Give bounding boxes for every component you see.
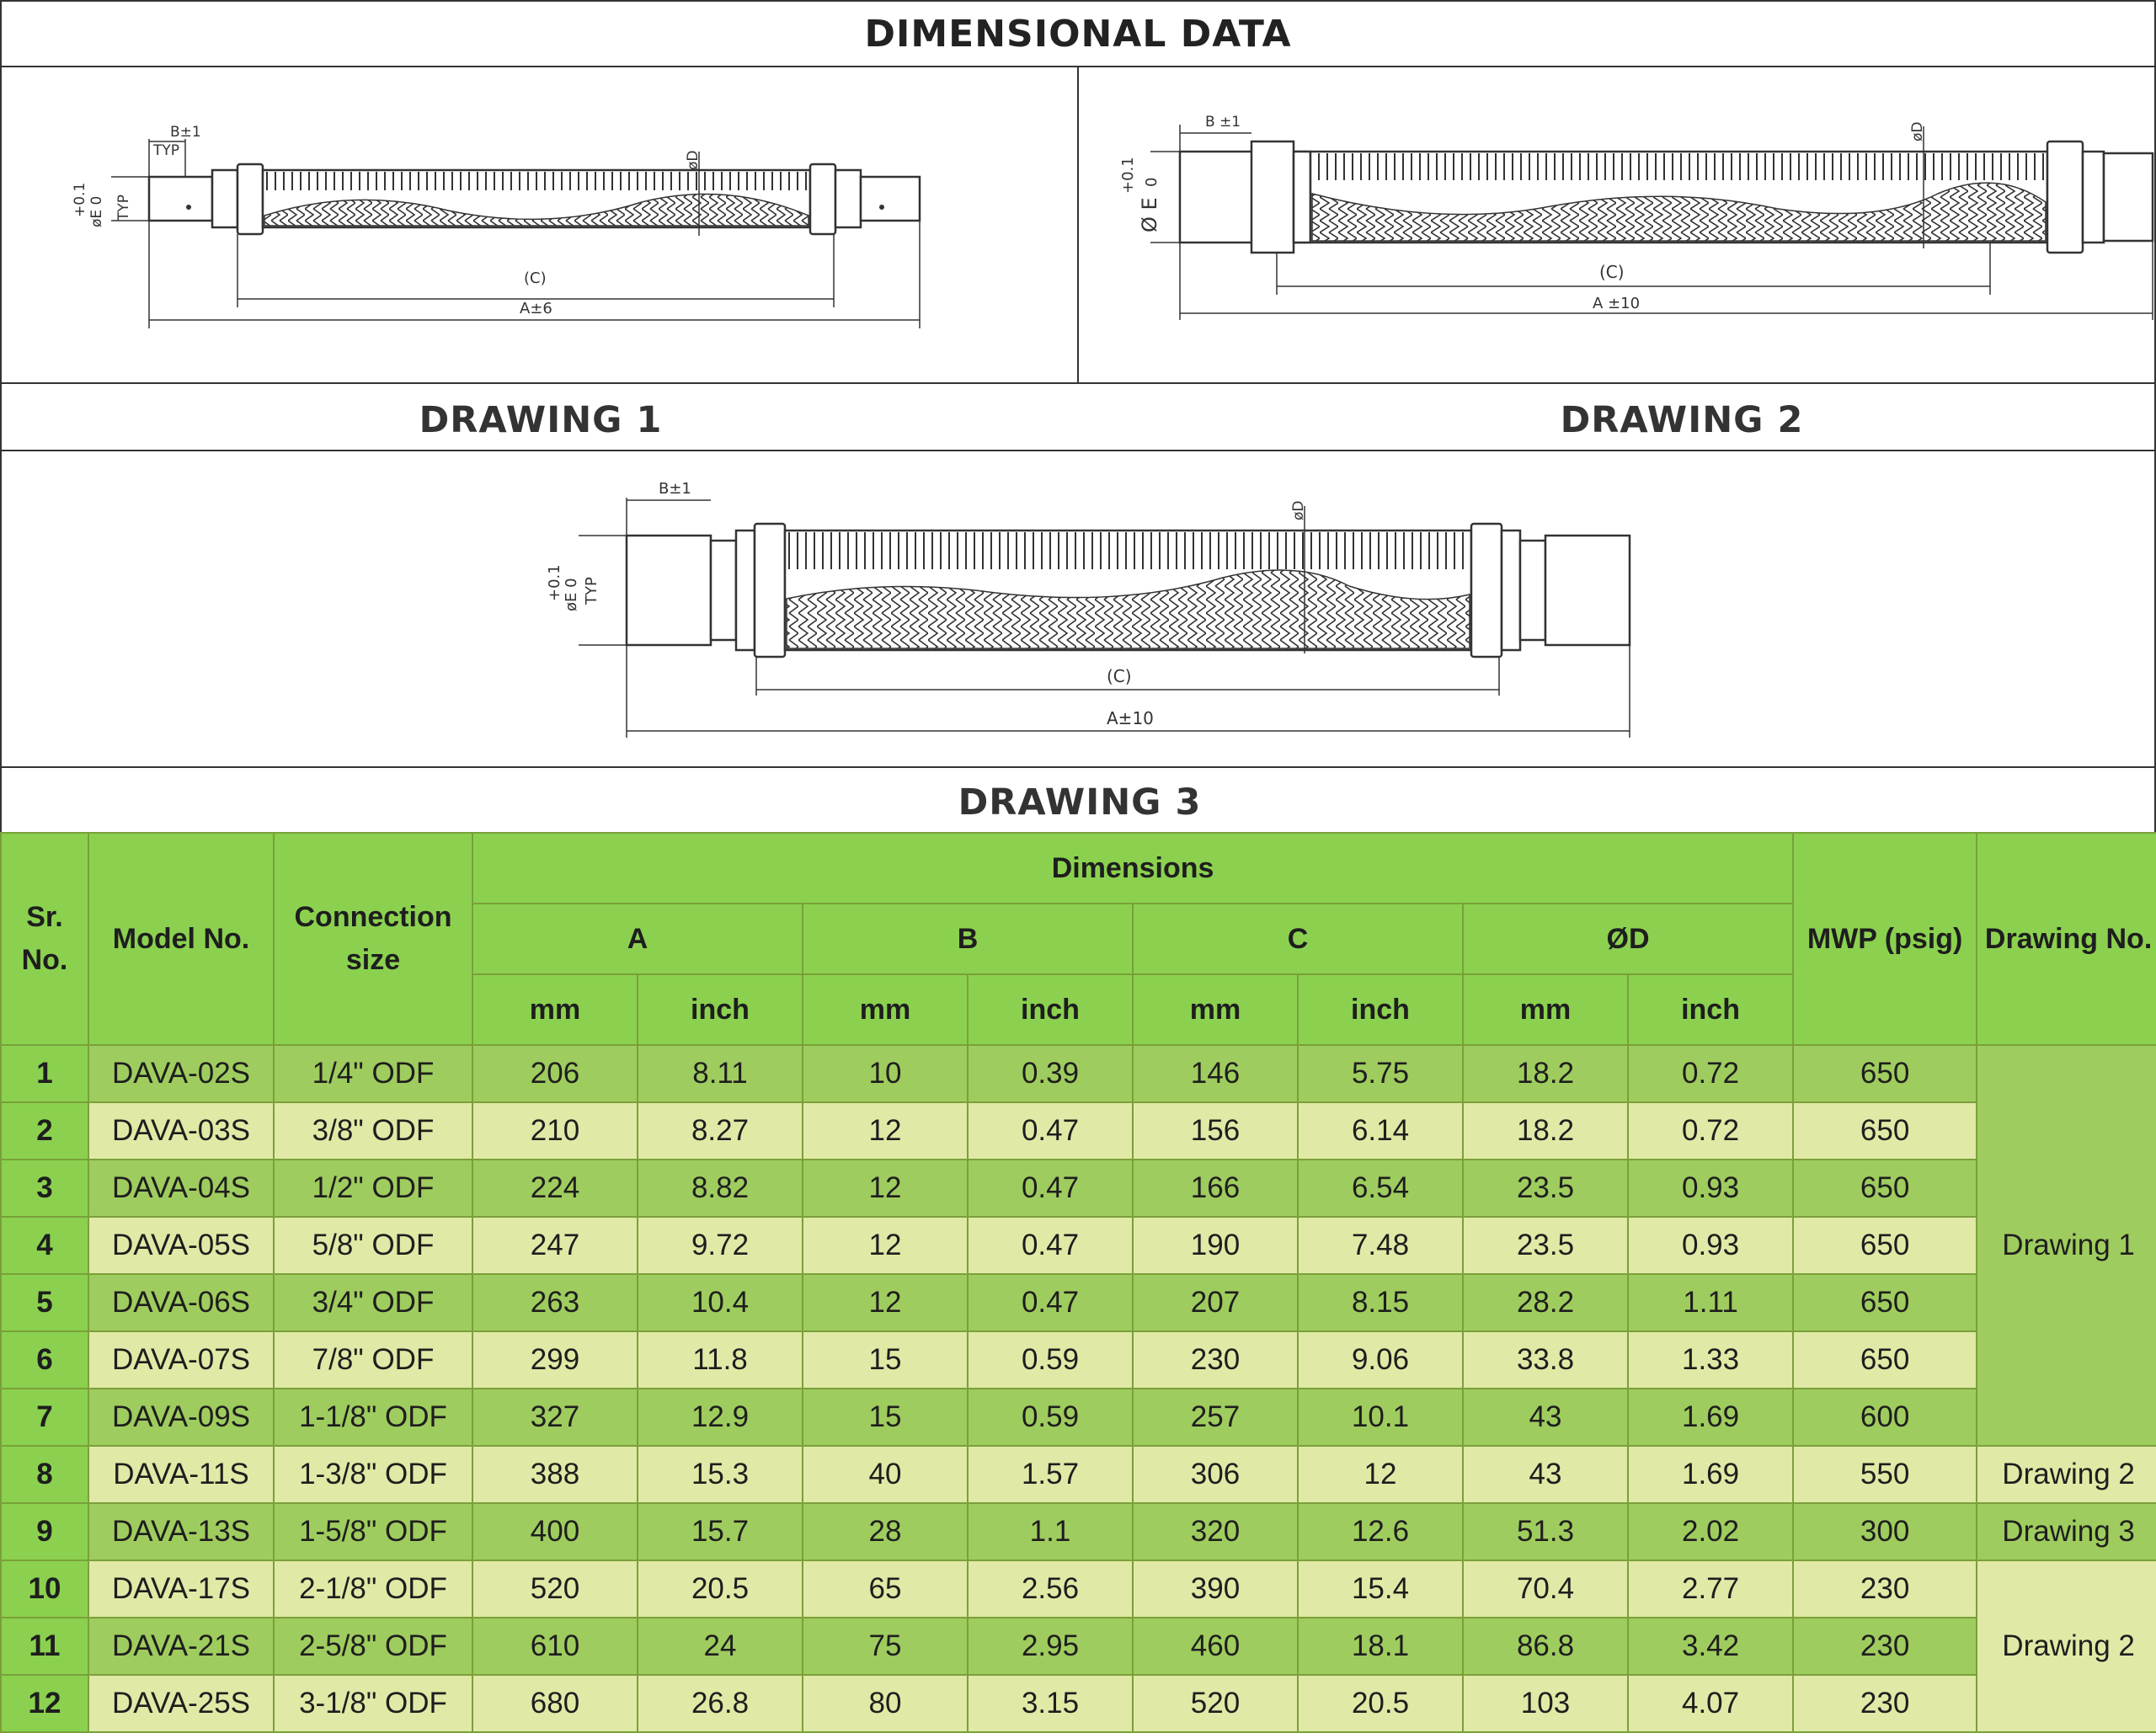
d1-d-label: øD	[685, 150, 702, 170]
cell-b-in: 0.47	[968, 1217, 1133, 1274]
cell-mwp: 230	[1793, 1560, 1977, 1618]
cell-a-in: 24	[638, 1618, 803, 1675]
cell-model: DAVA-11S	[88, 1446, 274, 1503]
cell-conn: 3/8" ODF	[274, 1102, 472, 1160]
cell-conn: 2-1/8" ODF	[274, 1560, 472, 1618]
cell-drawing-no: Drawing 3	[1977, 1503, 2156, 1560]
cell-conn: 1/2" ODF	[274, 1160, 472, 1217]
cell-d-mm: 18.2	[1463, 1102, 1628, 1160]
table-row	[1, 1217, 2156, 1274]
dimensions-table-body	[1, 1045, 2156, 1732]
d3-tol-label: +0.1	[546, 564, 563, 601]
cell-a-mm: 400	[472, 1503, 638, 1560]
cell-a-in: 9.72	[638, 1217, 803, 1274]
cell-model: DAVA-04S	[88, 1160, 274, 1217]
cell-a-in: 10.4	[638, 1274, 803, 1331]
d3-a-label: A±10	[1107, 708, 1154, 728]
header-b-inch: inch	[968, 974, 1133, 1045]
table-row	[1, 1045, 2156, 1102]
table-row	[1, 1618, 2156, 1675]
cell-a-mm: 206	[472, 1045, 638, 1102]
cell-d-mm: 51.3	[1463, 1503, 1628, 1560]
cell-a-in: 8.27	[638, 1102, 803, 1160]
d3-d-label: øD	[1290, 500, 1307, 520]
dimensions-table	[0, 832, 2156, 1733]
cell-a-mm: 299	[472, 1331, 638, 1389]
cell-c-mm: 207	[1133, 1274, 1298, 1331]
drawing-2-caption: DRAWING 2	[1560, 399, 1804, 441]
cell-a-mm: 224	[472, 1160, 638, 1217]
header-dimensions: Dimensions	[472, 833, 1793, 904]
cell-mwp: 230	[1793, 1618, 1977, 1675]
cell-d-in: 2.02	[1628, 1503, 1793, 1560]
cell-model: DAVA-07S	[88, 1331, 274, 1389]
cell-d-mm: 103	[1463, 1675, 1628, 1732]
cell-a-mm: 327	[472, 1389, 638, 1446]
table-row	[1, 1274, 2156, 1331]
cell-conn: 1-3/8" ODF	[274, 1446, 472, 1503]
cell-d-mm: 43	[1463, 1446, 1628, 1503]
cell-b-mm: 12	[803, 1274, 968, 1331]
cell-d-mm: 23.5	[1463, 1160, 1628, 1217]
cell-a-mm: 680	[472, 1675, 638, 1732]
header-model-no: Model No.	[88, 833, 274, 1045]
cell-b-in: 0.47	[968, 1274, 1133, 1331]
cell-mwp: 230	[1793, 1675, 1977, 1732]
cell-mwp: 650	[1793, 1217, 1977, 1274]
cell-b-mm: 12	[803, 1102, 968, 1160]
cell-b-mm: 10	[803, 1045, 968, 1102]
cell-d-in: 1.69	[1628, 1446, 1793, 1503]
cell-mwp: 600	[1793, 1389, 1977, 1446]
d2-e-label: Ø E	[1138, 197, 1161, 232]
cell-mwp: 300	[1793, 1503, 1977, 1560]
d3-typ-label: TYP	[583, 577, 600, 605]
cell-a-in: 12.9	[638, 1389, 803, 1446]
drawing-captions-row-2	[0, 766, 2156, 834]
cell-mwp: 650	[1793, 1160, 1977, 1217]
d2-c-label: (C)	[1599, 262, 1625, 282]
cell-d-mm: 43	[1463, 1389, 1628, 1446]
cell-sr-no: 9	[1, 1503, 88, 1560]
cell-conn: 5/8" ODF	[274, 1217, 472, 1274]
cell-c-mm: 190	[1133, 1217, 1298, 1274]
cell-a-mm: 520	[472, 1560, 638, 1618]
cell-d-in: 3.42	[1628, 1618, 1793, 1675]
cell-b-in: 0.59	[968, 1389, 1133, 1446]
cell-d-mm: 18.2	[1463, 1045, 1628, 1102]
drawing-2-panel	[1077, 66, 2156, 384]
table-row	[1, 1102, 2156, 1160]
table-row	[1, 1560, 2156, 1618]
cell-drawing-no: Drawing 2	[1977, 1560, 2156, 1732]
cell-c-mm: 460	[1133, 1618, 1298, 1675]
cell-a-mm: 610	[472, 1618, 638, 1675]
cell-a-in: 15.7	[638, 1503, 803, 1560]
cell-c-mm: 146	[1133, 1045, 1298, 1102]
cell-mwp: 650	[1793, 1331, 1977, 1389]
cell-model: DAVA-21S	[88, 1618, 274, 1675]
d2-a-label: A ±10	[1593, 295, 1641, 312]
cell-a-in: 15.3	[638, 1446, 803, 1503]
cell-d-in: 0.72	[1628, 1102, 1793, 1160]
d1-a-label: A±6	[520, 300, 552, 317]
header-drawing-no: Drawing No.	[1977, 833, 2156, 1045]
cell-sr-no: 4	[1, 1217, 88, 1274]
cell-a-mm: 247	[472, 1217, 638, 1274]
header-c-mm: mm	[1133, 974, 1298, 1045]
cell-model: DAVA-05S	[88, 1217, 274, 1274]
cell-b-in: 0.47	[968, 1160, 1133, 1217]
cell-sr-no: 5	[1, 1274, 88, 1331]
cell-d-mm: 86.8	[1463, 1618, 1628, 1675]
drawing-captions-row-1	[0, 382, 2156, 451]
d1-typ-v-label: TYP	[115, 194, 132, 221]
header-mwp: MWP (psig)	[1793, 833, 1977, 1045]
cell-b-mm: 65	[803, 1560, 968, 1618]
cell-c-mm: 230	[1133, 1331, 1298, 1389]
cell-conn: 3-1/8" ODF	[274, 1675, 472, 1732]
cell-drawing-no: Drawing 2	[1977, 1446, 2156, 1503]
d1-tol-label: +0.1	[72, 182, 88, 217]
cell-d-mm: 28.2	[1463, 1274, 1628, 1331]
cell-c-in: 18.1	[1298, 1618, 1463, 1675]
cell-d-in: 0.72	[1628, 1045, 1793, 1102]
cell-c-in: 15.4	[1298, 1560, 1463, 1618]
cell-sr-no: 8	[1, 1446, 88, 1503]
cell-b-in: 2.56	[968, 1560, 1133, 1618]
cell-b-mm: 28	[803, 1503, 968, 1560]
header-d-inch: inch	[1628, 974, 1793, 1045]
cell-sr-no: 1	[1, 1045, 88, 1102]
header-connection-size: Connection size	[274, 833, 472, 1045]
cell-sr-no: 2	[1, 1102, 88, 1160]
cell-b-mm: 15	[803, 1389, 968, 1446]
header-a-inch: inch	[638, 974, 803, 1045]
cell-d-in: 1.33	[1628, 1331, 1793, 1389]
drawing-3-diagram	[2, 451, 2154, 766]
cell-d-mm: 23.5	[1463, 1217, 1628, 1274]
cell-c-mm: 156	[1133, 1102, 1298, 1160]
cell-b-mm: 40	[803, 1446, 968, 1503]
cell-d-mm: 70.4	[1463, 1560, 1628, 1618]
cell-b-in: 3.15	[968, 1675, 1133, 1732]
cell-c-mm: 257	[1133, 1389, 1298, 1446]
cell-d-in: 4.07	[1628, 1675, 1793, 1732]
cell-mwp: 650	[1793, 1274, 1977, 1331]
cell-model: DAVA-03S	[88, 1102, 274, 1160]
d1-typ-label: TYP	[153, 142, 180, 159]
cell-d-in: 0.93	[1628, 1160, 1793, 1217]
cell-c-in: 5.75	[1298, 1045, 1463, 1102]
header-a: A	[472, 904, 803, 974]
cell-sr-no: 10	[1, 1560, 88, 1618]
cell-sr-no: 12	[1, 1675, 88, 1732]
drawing-3-panel	[0, 450, 2156, 768]
cell-drawing-no: Drawing 1	[1977, 1045, 2156, 1446]
cell-b-mm: 80	[803, 1675, 968, 1732]
cell-model: DAVA-06S	[88, 1274, 274, 1331]
cell-sr-no: 3	[1, 1160, 88, 1217]
cell-a-mm: 388	[472, 1446, 638, 1503]
cell-model: DAVA-25S	[88, 1675, 274, 1732]
cell-d-mm: 33.8	[1463, 1331, 1628, 1389]
cell-c-in: 7.48	[1298, 1217, 1463, 1274]
table-row	[1, 1331, 2156, 1389]
header-title: DIMENSIONAL DATA	[864, 12, 1292, 56]
cell-conn: 1-1/8" ODF	[274, 1389, 472, 1446]
d3-c-label: (C)	[1107, 666, 1132, 686]
cell-conn: 1/4" ODF	[274, 1045, 472, 1102]
cell-model: DAVA-17S	[88, 1560, 274, 1618]
drawing-3-caption: DRAWING 3	[958, 781, 1202, 824]
cell-b-in: 0.47	[968, 1102, 1133, 1160]
cell-model: DAVA-13S	[88, 1503, 274, 1560]
cell-c-mm: 320	[1133, 1503, 1298, 1560]
table-row	[1, 1503, 2156, 1560]
cell-a-in: 20.5	[638, 1560, 803, 1618]
cell-b-in: 2.95	[968, 1618, 1133, 1675]
cell-a-in: 8.11	[638, 1045, 803, 1102]
cell-conn: 3/4" ODF	[274, 1274, 472, 1331]
d2-d-label: øD	[1909, 121, 1926, 141]
cell-a-mm: 263	[472, 1274, 638, 1331]
header-d-mm: mm	[1463, 974, 1628, 1045]
header-b: B	[803, 904, 1133, 974]
cell-b-mm: 75	[803, 1618, 968, 1675]
cell-c-in: 12.6	[1298, 1503, 1463, 1560]
cell-b-in: 0.39	[968, 1045, 1133, 1102]
table-row	[1, 1389, 2156, 1446]
header-d: ØD	[1463, 904, 1793, 974]
cell-c-in: 20.5	[1298, 1675, 1463, 1732]
d3-e-label: øE 0	[563, 578, 580, 611]
d2-b-label: B ±1	[1205, 114, 1241, 131]
cell-c-in: 12	[1298, 1446, 1463, 1503]
header-b-mm: mm	[803, 974, 968, 1045]
cell-c-in: 6.14	[1298, 1102, 1463, 1160]
cell-model: DAVA-09S	[88, 1389, 274, 1446]
dimensional-data-header	[0, 0, 2156, 67]
cell-d-in: 0.93	[1628, 1217, 1793, 1274]
cell-mwp: 650	[1793, 1102, 1977, 1160]
cell-sr-no: 6	[1, 1331, 88, 1389]
cell-c-in: 10.1	[1298, 1389, 1463, 1446]
cell-c-mm: 390	[1133, 1560, 1298, 1618]
cell-a-in: 11.8	[638, 1331, 803, 1389]
drawing-2-diagram	[1079, 67, 2154, 382]
cell-c-mm: 166	[1133, 1160, 1298, 1217]
drawing-1-diagram	[2, 67, 1077, 382]
cell-c-in: 8.15	[1298, 1274, 1463, 1331]
d3-b-label: B±1	[659, 480, 691, 498]
drawing-1-panel	[0, 66, 1079, 384]
cell-d-in: 1.11	[1628, 1274, 1793, 1331]
cell-c-mm: 306	[1133, 1446, 1298, 1503]
cell-b-in: 1.1	[968, 1503, 1133, 1560]
d1-e-label: øE 0	[88, 195, 105, 227]
cell-sr-no: 7	[1, 1389, 88, 1446]
header-c: C	[1133, 904, 1463, 974]
d1-c-label: (C)	[524, 269, 547, 287]
d2-tol-label: +0.1	[1119, 157, 1137, 194]
cell-a-in: 8.82	[638, 1160, 803, 1217]
cell-a-mm: 210	[472, 1102, 638, 1160]
d1-b-label: B±1	[170, 124, 201, 141]
cell-b-in: 1.57	[968, 1446, 1133, 1503]
cell-conn: 1-5/8" ODF	[274, 1503, 472, 1560]
table-row	[1, 1675, 2156, 1732]
cell-model: DAVA-02S	[88, 1045, 274, 1102]
header-sr-no: Sr. No.	[1, 833, 88, 1045]
cell-b-in: 0.59	[968, 1331, 1133, 1389]
d2-zero-label: 0	[1143, 177, 1161, 187]
table-row	[1, 1160, 2156, 1217]
cell-b-mm: 15	[803, 1331, 968, 1389]
header-a-mm: mm	[472, 974, 638, 1045]
cell-d-in: 1.69	[1628, 1389, 1793, 1446]
cell-a-in: 26.8	[638, 1675, 803, 1732]
header-c-inch: inch	[1298, 974, 1463, 1045]
cell-b-mm: 12	[803, 1160, 968, 1217]
cell-c-in: 9.06	[1298, 1331, 1463, 1389]
cell-conn: 7/8" ODF	[274, 1331, 472, 1389]
cell-mwp: 650	[1793, 1045, 1977, 1102]
cell-conn: 2-5/8" ODF	[274, 1618, 472, 1675]
cell-sr-no: 11	[1, 1618, 88, 1675]
drawing-1-caption: DRAWING 1	[419, 399, 663, 441]
cell-b-mm: 12	[803, 1217, 968, 1274]
cell-mwp: 550	[1793, 1446, 1977, 1503]
cell-c-in: 6.54	[1298, 1160, 1463, 1217]
cell-c-mm: 520	[1133, 1675, 1298, 1732]
table-row	[1, 1446, 2156, 1503]
cell-d-in: 2.77	[1628, 1560, 1793, 1618]
